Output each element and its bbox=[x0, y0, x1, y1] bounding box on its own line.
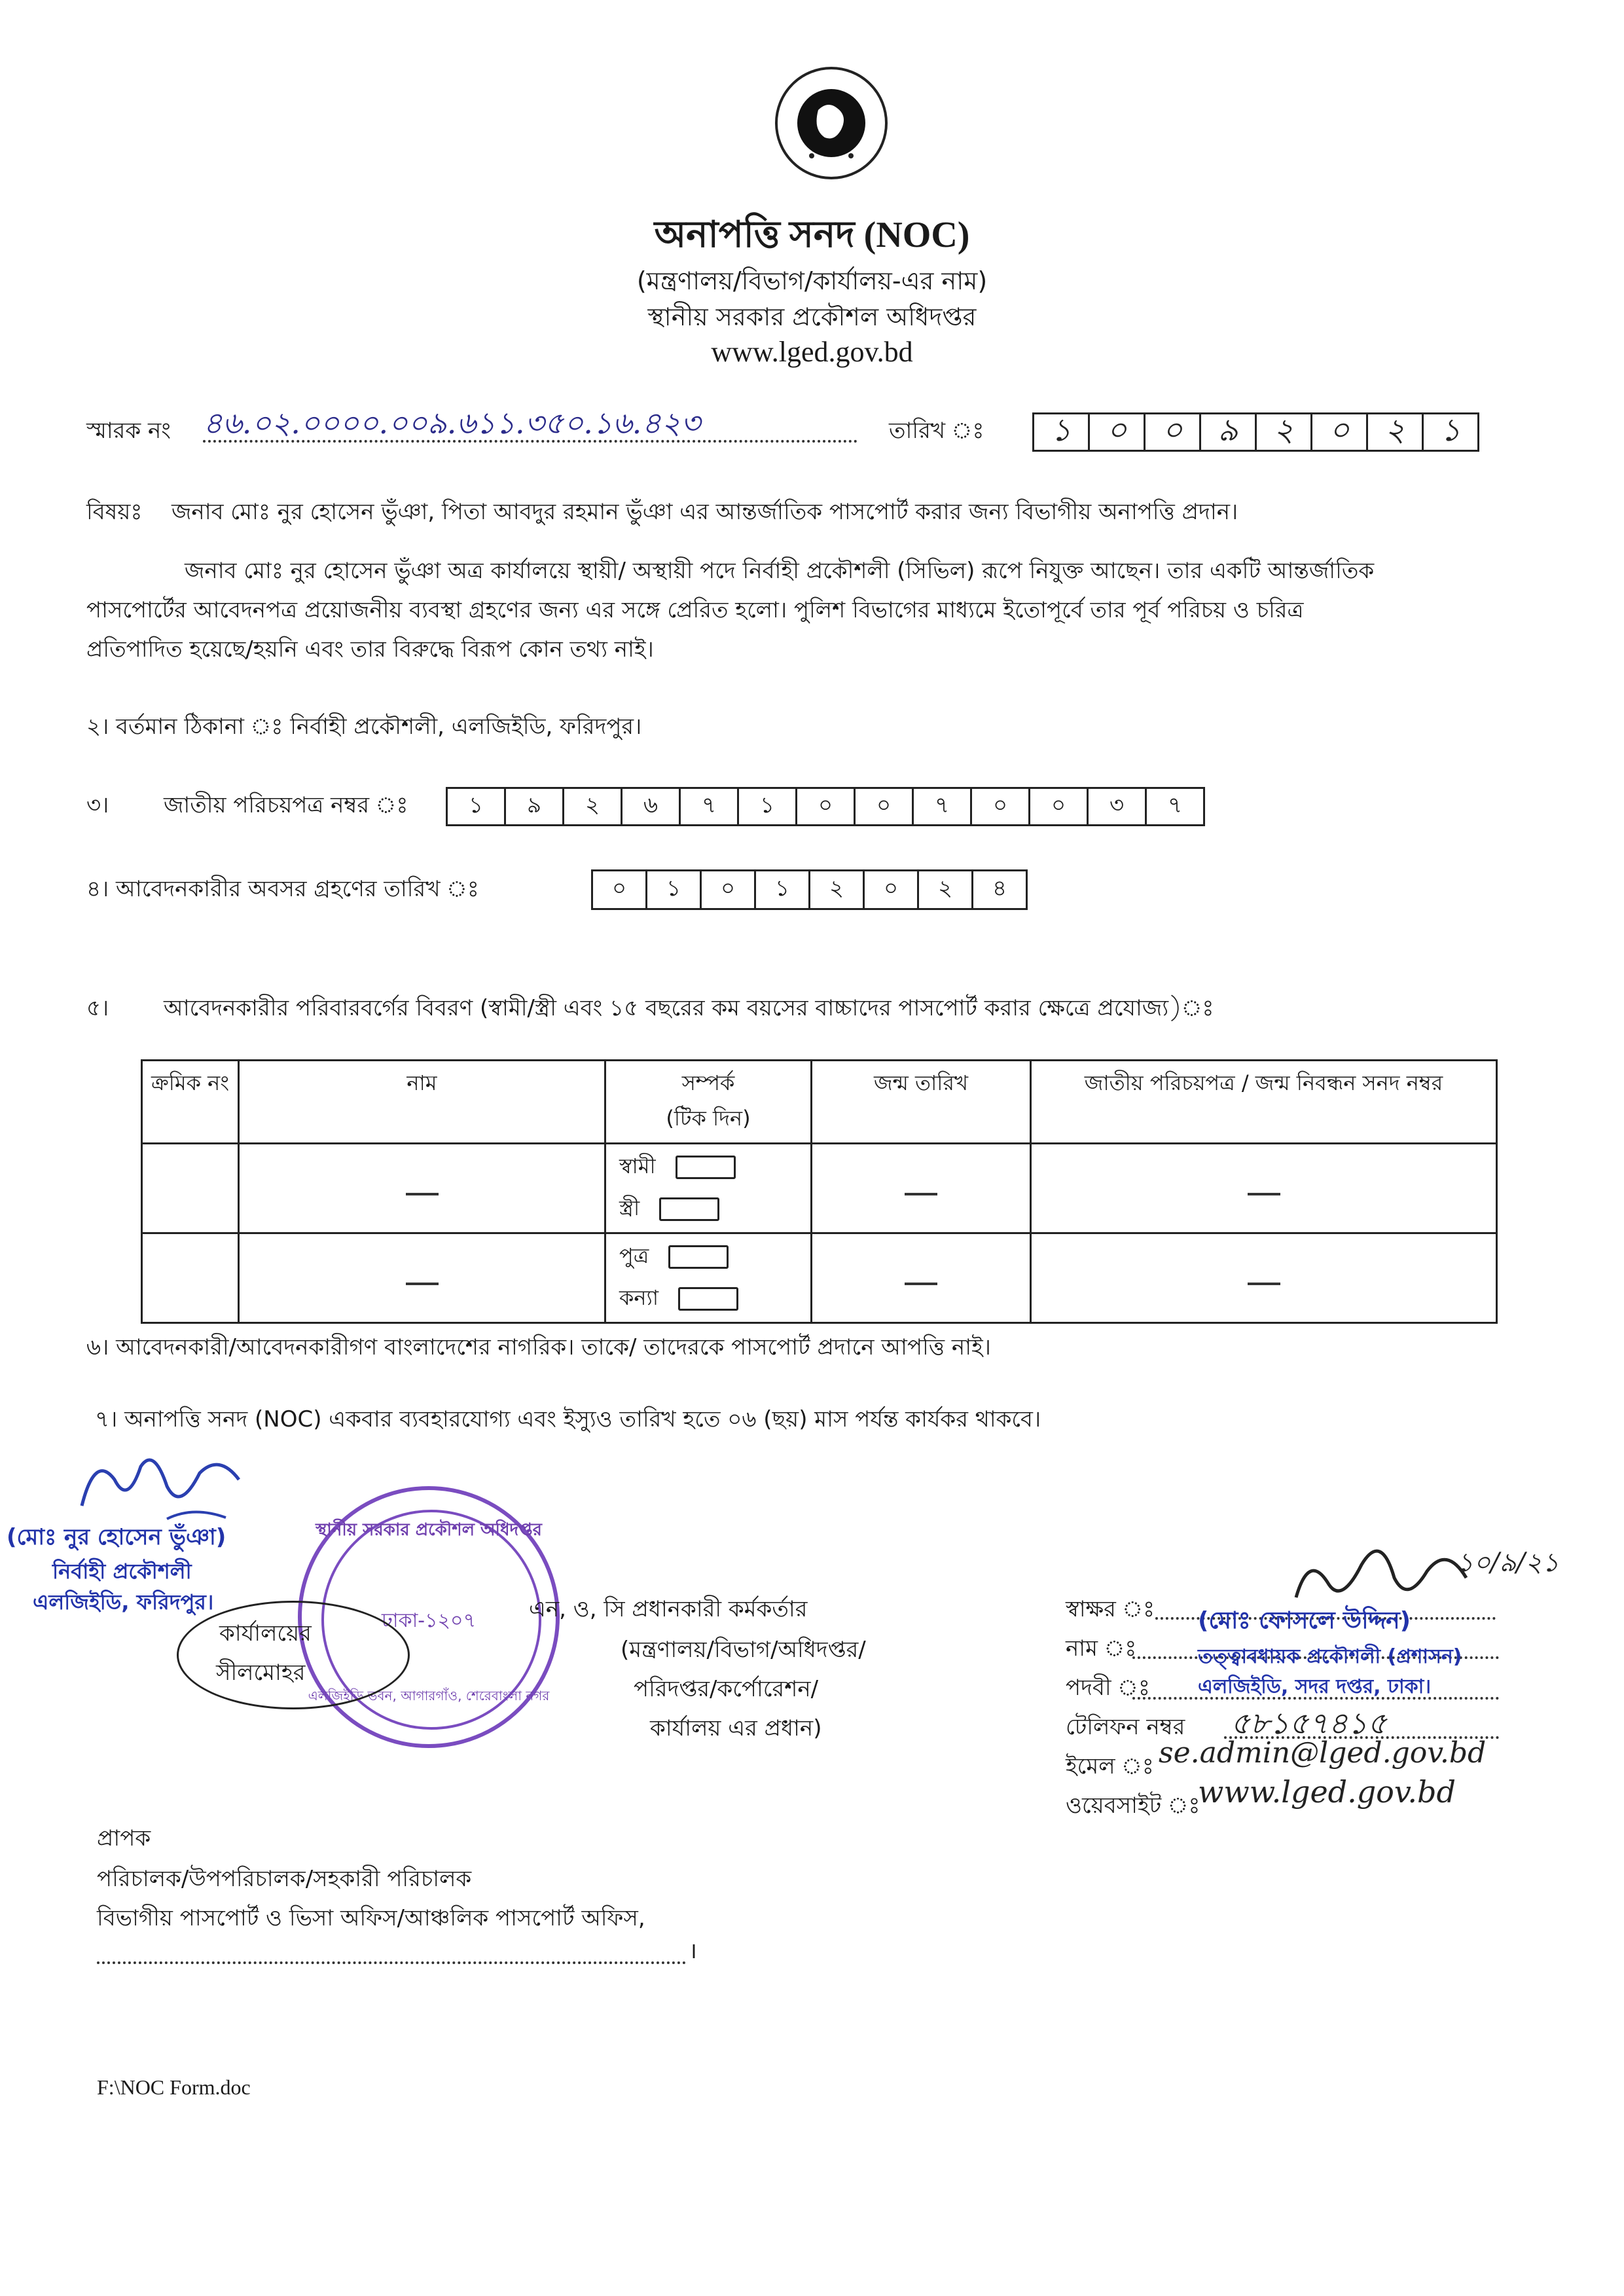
designation-line bbox=[1132, 1692, 1499, 1700]
designation-label: পদবী ঃ bbox=[1066, 1675, 1150, 1701]
date-digit: ১ bbox=[1422, 412, 1479, 452]
email-label: ইমেল ঃ bbox=[1066, 1753, 1154, 1779]
nid-digit: ৭ bbox=[679, 787, 739, 826]
bangladesh-seal-icon bbox=[772, 64, 890, 182]
recipient-line-1: পরিচালক/উপপরিচালক/সহকারী পরিচালক bbox=[97, 1866, 472, 1892]
item3-number: ৩। bbox=[86, 792, 109, 818]
signatory-name: (মোঃ ফোসলে উদ্দিন) bbox=[1198, 1607, 1411, 1634]
family-table bbox=[141, 1059, 1498, 1324]
col-dob: জন্ম তারিখ bbox=[812, 1061, 1031, 1144]
nid-digit: ০ bbox=[1028, 787, 1089, 826]
office-seal-bottom-text: এলজিইডি ভবন, আগারগাঁও, শেরেবাংলা নগর bbox=[308, 1688, 550, 1704]
date-digit: ২ bbox=[1255, 412, 1312, 452]
signatory-designation: তত্ত্বাবধায়ক প্রকৌশলী (প্রশাসন) bbox=[1198, 1645, 1462, 1668]
seal-placeholder-oval bbox=[177, 1601, 410, 1709]
current-address: ২। বর্তমান ঠিকানা ঃ নির্বাহী প্রকৌশলী, এলজিইডি, ফরিদপুর। bbox=[86, 714, 642, 740]
retirement-digit: ০ bbox=[863, 869, 919, 910]
son-checkbox[interactable] bbox=[668, 1245, 729, 1269]
date-digit: ৯ bbox=[1199, 412, 1257, 452]
nid-digit: ৬ bbox=[621, 787, 681, 826]
government-seal bbox=[772, 64, 890, 182]
relation-wife: স্ত্রী bbox=[619, 1195, 640, 1220]
subject-text: জনাব মোঃ নুর হোসেন ভুঁঞা, পিতা আবদুর রহমান ভুঁঞা এর আন্তর্জাতিক পাসপোর্ট করার জন্য বিভাগীয় অনাপত্তি প্রদান। bbox=[171, 499, 1238, 525]
nid-digit: ৭ bbox=[1145, 787, 1205, 826]
serial-cell bbox=[142, 1233, 239, 1323]
signature-date: ১০/৯/২১ bbox=[1456, 1548, 1559, 1578]
recipient-line-end: । bbox=[689, 1938, 697, 1964]
name-cell bbox=[239, 1233, 605, 1323]
signatory-office: এলজিইডি, সদর দপ্তর, ঢাকা। bbox=[1198, 1675, 1432, 1698]
name-label: নাম ঃ bbox=[1066, 1635, 1137, 1662]
name-cell bbox=[239, 1144, 605, 1233]
col-nid: জাতীয় পরিচয়পত্র / জন্ম নিবন্ধন সনদ নম্বর bbox=[1031, 1061, 1497, 1144]
authority-line-1: এন, ও, সি প্রধানকারী কর্মকর্তার bbox=[529, 1596, 808, 1622]
serial-cell bbox=[142, 1144, 239, 1233]
relation-cell bbox=[605, 1144, 812, 1233]
nid-digit: ৭ bbox=[912, 787, 972, 826]
email-value: se.admin@lged.gov.bd bbox=[1159, 1736, 1487, 1770]
office-seal-inner-text: ঢাকা-১২০৭ bbox=[381, 1609, 477, 1632]
applicant-signature-icon bbox=[69, 1440, 252, 1532]
retirement-digit: ২ bbox=[808, 869, 865, 910]
nid-digit: ০ bbox=[854, 787, 914, 826]
nid-digit: ২ bbox=[562, 787, 623, 826]
retirement-digit: ০ bbox=[591, 869, 647, 910]
dob-cell bbox=[812, 1233, 1031, 1323]
file-path: F:\NOC Form.doc bbox=[97, 2075, 251, 2099]
date-boxes bbox=[1034, 412, 1479, 452]
retirement-digit: ২ bbox=[917, 869, 973, 910]
date-digit: ২ bbox=[1366, 412, 1424, 452]
seal-label-stamp: সীলমোহর bbox=[216, 1660, 306, 1686]
retirement-date-boxes bbox=[593, 869, 1028, 910]
retirement-digit: ১ bbox=[645, 869, 702, 910]
date-label: তারিখ ঃ bbox=[889, 418, 984, 444]
dob-cell bbox=[812, 1144, 1031, 1233]
col-serial: ক্রমিক নং bbox=[142, 1061, 239, 1144]
relation-cell bbox=[605, 1233, 812, 1323]
family-table-header bbox=[142, 1061, 1497, 1144]
nid-cell bbox=[1031, 1144, 1497, 1233]
applicant-stamp-office: এলজিইডি, ফরিদপুর। bbox=[33, 1590, 214, 1614]
col-relation bbox=[605, 1061, 812, 1144]
date-digit: ১ bbox=[1032, 412, 1090, 452]
relation-son: পুত্র bbox=[619, 1243, 649, 1268]
retirement-digit: ১ bbox=[754, 869, 810, 910]
nid-label: জাতীয় পরিচয়পত্র নম্বর ঃ bbox=[164, 792, 408, 818]
wife-checkbox[interactable] bbox=[659, 1197, 719, 1221]
applicant-stamp-designation: নির্বাহী প্রকৌশলী bbox=[52, 1559, 192, 1584]
nid-digit: ৯ bbox=[504, 787, 564, 826]
family-details-heading: আবেদনকারীর পরিবারবর্গের বিবরণ (স্বামী/স্ত্রী এবং ১৫ বছরের কম বয়সের বাচ্চাদের পাসপোর্ট করার ক্ষেত্রে প্রযোজ্য)ঃ bbox=[164, 995, 1214, 1021]
body-line-1: জনাব মোঃ নুর হোসেন ভুঁঞা অত্র কার্যালয়ে স্থায়ী/ অস্থায়ী পদে নির্বাহী প্রকৌশলী (সিভিল) রূপে নিযুক্ত আছেন। তার একটি আন্তর্জাতিক bbox=[185, 558, 1375, 584]
daughter-checkbox[interactable] bbox=[678, 1287, 738, 1311]
husband-checkbox[interactable] bbox=[676, 1156, 736, 1179]
website-value: www.lged.gov.bd bbox=[1198, 1774, 1456, 1810]
nid-digit: ০ bbox=[970, 787, 1030, 826]
relation-husband: স্বামী bbox=[619, 1154, 656, 1178]
nid-cell bbox=[1031, 1233, 1497, 1323]
body-line-2: পাসপোর্টের আবেদনপত্র প্রয়োজনীয় ব্যবস্থা গ্রহণের জন্য এর সঙ্গে প্রেরিত হলো। পুলিশ বিভাগের মাধ্যমে ইতোপূর্বে তার পূর্ব পরিচয় ও চরিত্র bbox=[86, 597, 1304, 623]
item5-number: ৫। bbox=[86, 995, 109, 1021]
date-digit: ০ bbox=[1144, 412, 1201, 452]
retirement-date-label: ৪। আবেদনকারীর অবসর গ্রহণের তারিখ ঃ bbox=[86, 876, 479, 902]
date-digit: ০ bbox=[1310, 412, 1368, 452]
recipient-line-2: বিভাগীয় পাসপোর্ট ও ভিসা অফিস/আঞ্চলিক পাসপোর্ট অফিস, bbox=[97, 1905, 645, 1931]
recipient-address-line bbox=[97, 1956, 686, 1964]
table-row bbox=[142, 1144, 1497, 1233]
signature-label: স্বাক্ষর ঃ bbox=[1066, 1596, 1155, 1622]
phone-value: ৫৮১৫৭৪১৫ bbox=[1231, 1705, 1387, 1741]
applicant-stamp-name: (মোঃ নুর হোসেন ভুঁঞা) bbox=[7, 1524, 226, 1550]
date-digit: ০ bbox=[1088, 412, 1146, 452]
nid-digit: ০ bbox=[795, 787, 856, 826]
authority-line-3: পরিদপ্তর/কর্পোরেশন/ bbox=[634, 1676, 819, 1702]
authority-line-4: কার্যালয় এর প্রধান) bbox=[650, 1715, 822, 1741]
memo-label: স্মারক নং bbox=[86, 418, 171, 444]
citizenship-statement: ৬। আবেদনকারী/আবেদনকারীগণ বাংলাদেশের নাগরিক। তাকে/ তাদেরকে পাসপোর্ট প্রদানে আপত্তি নাই। bbox=[86, 1334, 991, 1360]
validity-statement: ৭। অনাপত্তি সনদ (NOC) একবার ব্যবহারযোগ্য এবং ইস্যুও তারিখ হতে ০৬ (ছয়) মাস পর্যন্ত কার্যকর থাকবে। bbox=[95, 1406, 1041, 1432]
col-relation-note: (টিক দিন) bbox=[666, 1106, 751, 1131]
retirement-digit: ৪ bbox=[971, 869, 1028, 910]
nid-digit: ১ bbox=[737, 787, 797, 826]
relation-daughter: কন্যা bbox=[619, 1285, 659, 1310]
seal-label-office: কার্যালয়ের bbox=[219, 1620, 312, 1647]
office-seal-ring-text: স্থানীয় সরকার প্রকৌশল অধিদপ্তর bbox=[316, 1520, 542, 1540]
table-row bbox=[142, 1233, 1497, 1323]
recipient-label: প্রাপক bbox=[97, 1825, 151, 1851]
retirement-digit: ০ bbox=[700, 869, 756, 910]
department-website: www.lged.gov.bd bbox=[711, 336, 913, 368]
phone-label: টেলিফন নম্বর bbox=[1066, 1714, 1185, 1740]
col-relation-title: সম্পর্ক bbox=[681, 1070, 735, 1095]
authority-line-2: (মন্ত্রণালয়/বিভাগ/অধিদপ্তর/ bbox=[621, 1637, 866, 1663]
nid-digit: ৩ bbox=[1087, 787, 1147, 826]
nid-boxes bbox=[448, 787, 1205, 826]
department-name: স্থানীয় সরকার প্রকৌশল অধিদপ্তর bbox=[647, 302, 977, 331]
body-line-3: প্রতিপাদিত হয়েছে/হয়নি এবং তার বিরুদ্ধে বিরূপ কোন তথ্য নাই। bbox=[86, 636, 654, 663]
nid-digit: ১ bbox=[446, 787, 506, 826]
col-name: নাম bbox=[239, 1061, 605, 1144]
website-label: ওয়েবসাইট ঃ bbox=[1066, 1793, 1200, 1819]
page-title: অনাপত্তি সনদ (NOC) bbox=[654, 215, 970, 255]
subject-label: বিষয়ঃ bbox=[86, 499, 143, 525]
memo-number: ৪৬.০২.০০০০.০০৯.৬১১.৩৫০.১৬.৪২৩ bbox=[203, 401, 857, 443]
ministry-placeholder: (মন্ত্রণালয়/বিভাগ/কার্যালয়-এর নাম) bbox=[636, 266, 988, 295]
